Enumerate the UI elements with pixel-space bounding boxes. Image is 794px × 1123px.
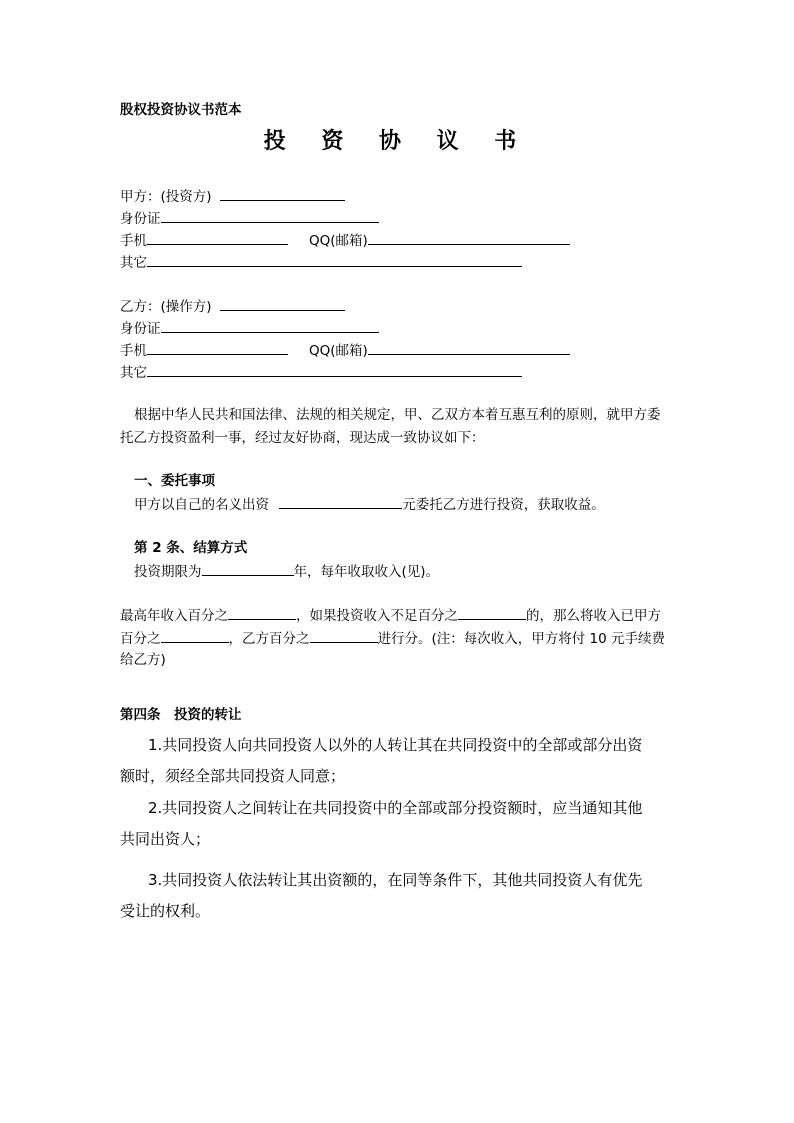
- intro-line-2: 托乙方投资盈利一事，经过友好协商，现达成一致协议如下：: [120, 430, 485, 446]
- section-2-text-b: 年，每年收取收入(见)。: [293, 564, 440, 580]
- party-a-qq-line: [309, 230, 570, 250]
- section-3-line-1: [120, 605, 661, 625]
- section-3-l1-c: 的，那么将收入已甲方: [526, 608, 661, 624]
- section-4-p1-line-2: 额时，须经全部共同投资人同意；: [120, 767, 346, 785]
- party-b-name-blank[interactable]: [220, 296, 345, 311]
- party-b-other-blank[interactable]: [147, 362, 522, 377]
- party-b-id-line: [120, 318, 379, 338]
- party-b-other-line: [120, 362, 522, 382]
- party-a-phone-label: 手机: [120, 233, 147, 249]
- intro-line-1: 根据中华人民共和国法律、法规的相关规定，甲、乙双方本着互惠互利的原则，就甲方委: [134, 407, 661, 423]
- min-percent-blank[interactable]: [458, 605, 526, 620]
- section-4-p1-line-1: 1.共同投资人向共同投资人以外的人转让其在共同投资中的全部或部分出资: [148, 736, 643, 754]
- section-2-text: [134, 561, 439, 581]
- party-b-percent-blank[interactable]: [310, 628, 378, 643]
- section-2-text-a: 投资期限为: [134, 564, 202, 580]
- doc-title: 投 资 协 议 书: [263, 128, 531, 154]
- party-b-phone-blank[interactable]: [147, 340, 288, 355]
- section-2-heading: 第 2 条、结算方式: [134, 540, 248, 556]
- party-a-id-line: [120, 208, 379, 228]
- section-4-p2-line-2: 共同出资人；: [120, 830, 211, 848]
- party-b-qq-label: QQ(邮箱): [309, 343, 368, 359]
- section-4-p3-line-2: 受让的权利。: [120, 902, 211, 920]
- investment-term-blank[interactable]: [202, 561, 294, 576]
- section-3-l1-a: 最高年收入百分之: [120, 608, 228, 624]
- section-3-l2-b: ，乙方百分之: [228, 631, 310, 647]
- party-b-phone-line: [120, 340, 288, 360]
- party-a-phone-blank[interactable]: [147, 230, 288, 245]
- party-b-id-label: 身份证: [120, 321, 161, 337]
- party-a-name-blank[interactable]: [220, 186, 345, 201]
- party-b-label: 乙方：(操作方): [120, 299, 212, 315]
- party-a-label: 甲方：(投资方): [120, 189, 212, 205]
- party-a-other-line: [120, 252, 522, 272]
- party-b-qq-blank[interactable]: [368, 340, 570, 355]
- party-a-phone-line: [120, 230, 288, 250]
- party-a-other-blank[interactable]: [147, 252, 522, 267]
- party-b-qq-line: [309, 340, 570, 360]
- section-1-text-b: 元委托乙方进行投资，获取收益。: [402, 497, 605, 513]
- section-3-line-3: 给乙方): [120, 652, 166, 668]
- party-a-id-blank[interactable]: [161, 208, 379, 223]
- section-3-l2-a: 百分之: [120, 631, 161, 647]
- section-4-p2-line-1: 2.共同投资人之间转让在共同投资中的全部或部分投资额时，应当通知其他: [148, 799, 643, 817]
- section-3-l2-c: 进行分。(注：每次收入，甲方将付 10 元手续费: [377, 631, 666, 647]
- max-percent-blank[interactable]: [228, 605, 296, 620]
- section-1-text-a: 甲方以自己的名义出资: [134, 497, 269, 513]
- party-a-qq-blank[interactable]: [368, 230, 570, 245]
- doc-heading: 股权投资协议书范本: [120, 102, 242, 118]
- party-a-percent-blank[interactable]: [161, 628, 229, 643]
- section-3-line-2: [120, 628, 665, 648]
- party-b-id-blank[interactable]: [161, 318, 379, 333]
- party-b-other-label: 其它: [120, 365, 147, 381]
- party-a-id-label: 身份证: [120, 211, 161, 227]
- section-4-heading: 第四条 投资的转让: [120, 707, 242, 723]
- party-a-label-line: [120, 186, 345, 206]
- section-1-text: [134, 494, 605, 514]
- section-4-p3-line-1: 3.共同投资人依法转让其出资额的，在同等条件下，其他共同投资人有优先: [148, 871, 643, 889]
- section-3-l1-b: ，如果投资收入不足百分之: [296, 608, 458, 624]
- section-1-heading: 一、委托事项: [134, 473, 215, 489]
- party-b-label-line: [120, 296, 345, 316]
- party-a-qq-label: QQ(邮箱): [309, 233, 368, 249]
- investment-amount-blank[interactable]: [279, 494, 402, 509]
- party-b-phone-label: 手机: [120, 343, 147, 359]
- party-a-other-label: 其它: [120, 255, 147, 271]
